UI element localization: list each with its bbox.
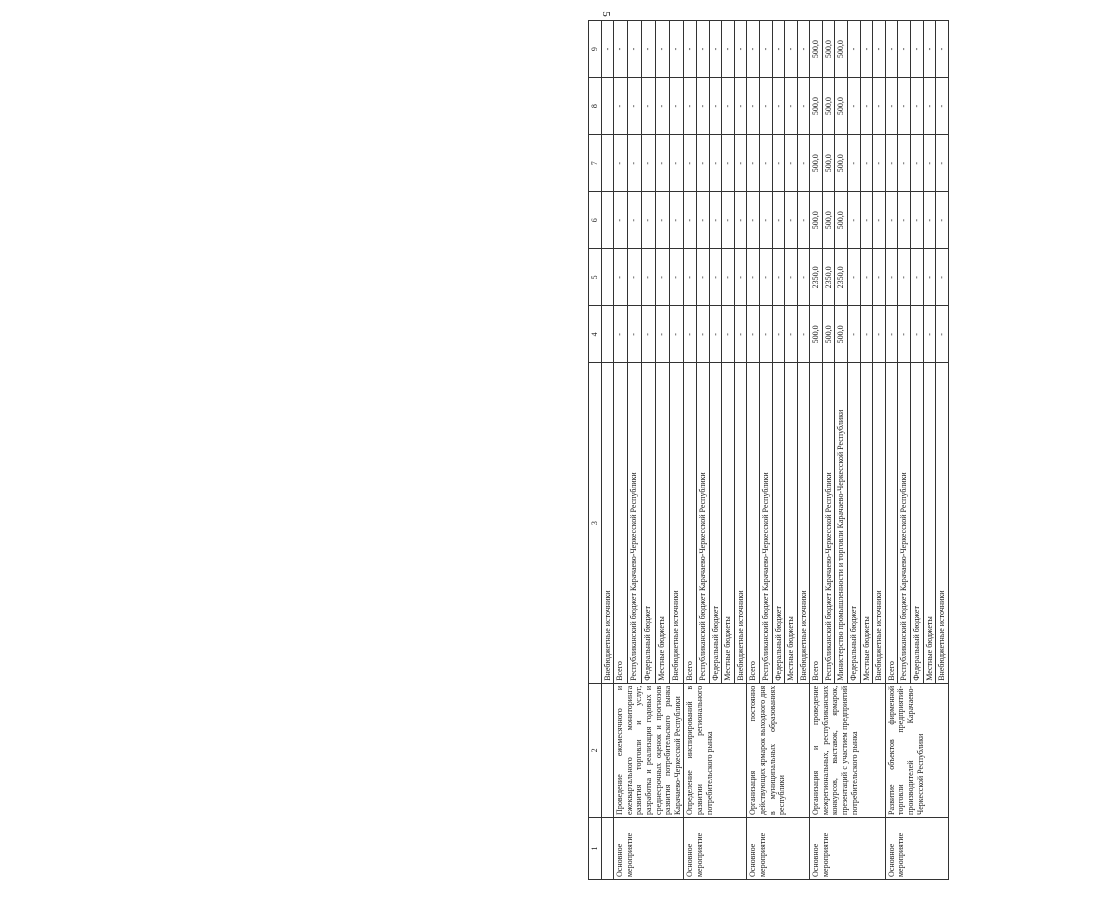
activity-description-cell: Определение инспирирований в развитии регионального потребительского рынка <box>684 683 747 817</box>
source-cell: Внебюджетные источники <box>601 363 614 683</box>
value-cell: - <box>747 306 760 363</box>
value-cell: - <box>709 306 722 363</box>
value-cell: - <box>772 249 785 306</box>
header-col-8: 8 <box>589 78 602 135</box>
value-cell: - <box>936 306 949 363</box>
value-cell: - <box>860 135 873 192</box>
funding-source-cell: Республиканский бюджет Карачаево-Черкесской Республики <box>628 363 642 683</box>
funding-source-cell: Внебюджетные источники <box>873 363 886 683</box>
value-cell: - <box>684 78 697 135</box>
value-cell: 500,0 <box>810 78 823 135</box>
value-cell: - <box>670 135 684 192</box>
table-row <box>684 21 697 880</box>
value-cell: - <box>656 78 670 135</box>
header-col-7: 7 <box>589 135 602 192</box>
page-number: 5 <box>599 11 612 17</box>
value-cell: - <box>848 21 861 78</box>
header-row <box>589 21 602 880</box>
value-cell: - <box>885 21 898 78</box>
funding-source-cell: Местные бюджеты <box>656 363 670 683</box>
value-cell: - <box>628 135 642 192</box>
value-cell: - <box>785 192 798 249</box>
value-cell: - <box>936 21 949 78</box>
value-cell: - <box>614 306 628 363</box>
value-cell: 2350,0 <box>822 249 835 306</box>
value-cell: - <box>911 78 924 135</box>
value-cell: - <box>911 21 924 78</box>
value-cell: - <box>670 249 684 306</box>
header-col-5: 5 <box>589 249 602 306</box>
header-col-2: 2 <box>589 683 602 817</box>
value-cell: 500,0 <box>810 306 823 363</box>
value-cell: - <box>860 306 873 363</box>
value-cell: - <box>885 249 898 306</box>
value-cell: - <box>785 249 798 306</box>
funding-source-cell: Республиканский бюджет Карачаево-Черкесской Республики <box>898 363 911 683</box>
value-cell: - <box>628 78 642 135</box>
value-cell: - <box>860 192 873 249</box>
value-cell: - <box>670 78 684 135</box>
value-cell: - <box>860 78 873 135</box>
value-cell: - <box>747 249 760 306</box>
activity-type-cell: Основное мероприятие <box>810 817 886 879</box>
funding-source-cell: Всего <box>885 363 898 683</box>
value-cell: - <box>848 78 861 135</box>
value-cell: - <box>642 306 656 363</box>
value-cell: 500,0 <box>822 21 835 78</box>
value-cell: - <box>873 192 886 249</box>
budget-table <box>588 20 949 880</box>
value-cell: 500,0 <box>835 78 848 135</box>
value-cell: - <box>709 21 722 78</box>
value-cell: - <box>936 78 949 135</box>
value-cell: - <box>656 306 670 363</box>
value-cell: - <box>923 21 936 78</box>
value-cell: 500,0 <box>835 306 848 363</box>
value-cell: - <box>656 135 670 192</box>
funding-source-cell: Республиканский бюджет Карачаево-Черкесской Республики <box>822 363 835 683</box>
funding-source-cell: Федеральный бюджет <box>772 363 785 683</box>
value-cell: - <box>696 249 709 306</box>
value-cell: - <box>785 78 798 135</box>
value-cell: - <box>873 21 886 78</box>
value-cell: - <box>911 249 924 306</box>
value-cell: - <box>848 249 861 306</box>
value-cell: - <box>873 306 886 363</box>
value-cell: - <box>722 249 735 306</box>
value-cell: 2350,0 <box>810 249 823 306</box>
value-cell: 500,0 <box>810 135 823 192</box>
value-cell: - <box>734 78 747 135</box>
value-cell: - <box>614 78 628 135</box>
value-cell <box>601 306 614 363</box>
funding-source-cell: Местные бюджеты <box>923 363 936 683</box>
value-cell: - <box>785 306 798 363</box>
value-cell: - <box>759 21 772 78</box>
value-cell: - <box>614 249 628 306</box>
value-cell: - <box>936 135 949 192</box>
value-cell: - <box>923 306 936 363</box>
value-cell: - <box>642 78 656 135</box>
value-cell <box>601 135 614 192</box>
value-cell: - <box>642 249 656 306</box>
value-cell: - <box>747 21 760 78</box>
value-cell: - <box>670 21 684 78</box>
value-cell: - <box>898 135 911 192</box>
value-cell: - <box>873 135 886 192</box>
value-cell: - <box>709 78 722 135</box>
funding-source-cell: Всего <box>747 363 760 683</box>
value-cell: - <box>684 135 697 192</box>
value-cell: - <box>628 192 642 249</box>
value-cell: - <box>759 192 772 249</box>
value-cell: - <box>614 21 628 78</box>
value-cell: - <box>628 21 642 78</box>
value-cell: - <box>885 192 898 249</box>
table-row <box>601 21 614 880</box>
value-cell: - <box>759 78 772 135</box>
value-cell: - <box>670 306 684 363</box>
value-cell: - <box>734 192 747 249</box>
funding-source-cell: Местные бюджеты <box>860 363 873 683</box>
activity-description-cell: Проведение ежемесячного и ежеквартального мониторинга развития торговли и услуг, разработка и реализация годовых и среднесрочных оценок и прогнозов развития потребительского рынка Карачаево-Черкесской Республики <box>614 683 684 817</box>
budget-table-container <box>588 20 1108 880</box>
value-cell: - <box>797 249 810 306</box>
value-cell: - <box>696 78 709 135</box>
funding-source-cell: Внебюджетные источники <box>797 363 810 683</box>
value-cell: - <box>797 21 810 78</box>
value-cell: - <box>759 249 772 306</box>
value-cell: - <box>923 135 936 192</box>
funding-source-cell: Республиканский бюджет Карачаево-Черкесской Республики <box>696 363 709 683</box>
value-cell: - <box>848 306 861 363</box>
value-cell: - <box>848 135 861 192</box>
funding-source-cell: Всего <box>614 363 628 683</box>
value-cell: - <box>759 306 772 363</box>
activity-type-cell: Основное мероприятие <box>684 817 747 879</box>
funding-source-cell: Местные бюджеты <box>722 363 735 683</box>
value-cell: - <box>797 306 810 363</box>
value-cell: - <box>923 78 936 135</box>
value-cell: - <box>848 192 861 249</box>
funding-source-cell: Федеральный бюджет <box>709 363 722 683</box>
value-cell: - <box>759 135 772 192</box>
value-cell: - <box>684 192 697 249</box>
header-col-6: 6 <box>589 192 602 249</box>
value-cell: - <box>670 192 684 249</box>
value-cell: - <box>722 21 735 78</box>
funding-source-cell: Федеральный бюджет <box>911 363 924 683</box>
value-cell: - <box>873 78 886 135</box>
value-cell: - <box>722 306 735 363</box>
value-cell: - <box>923 192 936 249</box>
activity-type-cell: Основное мероприятие <box>614 817 684 879</box>
value-cell: - <box>696 306 709 363</box>
value-cell: - <box>747 192 760 249</box>
value-cell: - <box>684 249 697 306</box>
value-cell: - <box>898 249 911 306</box>
value-cell: 500,0 <box>822 135 835 192</box>
funding-source-cell: Федеральный бюджет <box>848 363 861 683</box>
value-cell: - <box>936 249 949 306</box>
activity-type-cell: Основное мероприятие <box>747 817 810 879</box>
funding-source-cell: Министерство промышленности и торговли Карачаево-Черкесской Республики <box>835 363 848 683</box>
description-cell <box>601 683 614 817</box>
value-cell: - <box>747 78 760 135</box>
value-cell: 500,0 <box>835 192 848 249</box>
value-cell: - <box>772 135 785 192</box>
value-cell: - <box>898 21 911 78</box>
value-cell: - <box>656 21 670 78</box>
value-cell <box>601 78 614 135</box>
value-cell: - <box>936 192 949 249</box>
value-cell: - <box>722 78 735 135</box>
value-cell: - <box>684 306 697 363</box>
type-cell <box>601 817 614 879</box>
value-cell: 500,0 <box>835 135 848 192</box>
header-col-3: 3 <box>589 363 602 683</box>
value-cell: - <box>642 135 656 192</box>
value-cell: - <box>785 135 798 192</box>
table-row <box>614 21 628 880</box>
value-cell: - <box>772 192 785 249</box>
activity-description-cell: Развитие объектов фирменной торговли предприятий-производителей Карачаево-Черкесской Республики <box>885 683 948 817</box>
value-cell: 500,0 <box>810 192 823 249</box>
value-cell: - <box>601 21 614 78</box>
table-row <box>885 21 898 880</box>
value-cell: - <box>923 249 936 306</box>
value-cell: - <box>656 249 670 306</box>
value-cell: - <box>696 192 709 249</box>
value-cell: - <box>722 192 735 249</box>
value-cell: - <box>911 192 924 249</box>
activity-description-cell: Организация и проведение межрегиональных, республиканских конкурсов, выставок, ярмарок, презентаций с участием предприятий потребительского рынка <box>810 683 886 817</box>
value-cell: - <box>684 21 697 78</box>
activity-type-cell: Основное мероприятие <box>885 817 948 879</box>
value-cell: - <box>642 21 656 78</box>
value-cell: - <box>614 192 628 249</box>
value-cell: - <box>734 306 747 363</box>
table-body <box>601 21 948 880</box>
funding-source-cell: Всего <box>810 363 823 683</box>
value-cell: 2350,0 <box>835 249 848 306</box>
value-cell: - <box>642 192 656 249</box>
value-cell: - <box>911 306 924 363</box>
value-cell: - <box>709 135 722 192</box>
value-cell: - <box>734 249 747 306</box>
value-cell: - <box>628 249 642 306</box>
funding-source-cell: Федеральный бюджет <box>642 363 656 683</box>
value-cell: - <box>898 306 911 363</box>
funding-source-cell: Республиканский бюджет Карачаево-Черкесской Республики <box>759 363 772 683</box>
value-cell: - <box>873 249 886 306</box>
value-cell: - <box>747 135 760 192</box>
table-row <box>810 21 823 880</box>
value-cell: - <box>734 21 747 78</box>
value-cell: - <box>709 192 722 249</box>
funding-source-cell: Всего <box>684 363 697 683</box>
value-cell: 500,0 <box>822 306 835 363</box>
funding-source-cell: Местные бюджеты <box>785 363 798 683</box>
funding-source-cell: Внебюджетные источники <box>734 363 747 683</box>
value-cell: - <box>860 249 873 306</box>
value-cell: - <box>772 78 785 135</box>
header-col-4: 4 <box>589 306 602 363</box>
value-cell: 500,0 <box>822 192 835 249</box>
funding-source-cell: Внебюджетные источники <box>936 363 949 683</box>
value-cell: - <box>898 192 911 249</box>
value-cell: - <box>628 306 642 363</box>
value-cell: - <box>696 135 709 192</box>
value-cell: - <box>885 135 898 192</box>
value-cell: - <box>772 306 785 363</box>
value-cell: - <box>696 21 709 78</box>
value-cell: - <box>797 135 810 192</box>
value-cell <box>601 249 614 306</box>
value-cell: - <box>614 135 628 192</box>
value-cell: - <box>734 135 747 192</box>
activity-description-cell: Организация постоянно действующих ярмарок выходного дня в муниципальных образованиях республики <box>747 683 810 817</box>
value-cell: - <box>898 78 911 135</box>
header-col-1: 1 <box>589 817 602 879</box>
value-cell: - <box>885 78 898 135</box>
value-cell: - <box>885 306 898 363</box>
table-row <box>747 21 760 880</box>
value-cell: - <box>911 135 924 192</box>
value-cell: - <box>797 78 810 135</box>
value-cell: - <box>785 21 798 78</box>
value-cell: - <box>656 192 670 249</box>
header-col-9: 9 <box>589 21 602 78</box>
value-cell: 500,0 <box>822 78 835 135</box>
value-cell: 500,0 <box>835 21 848 78</box>
funding-source-cell: Внебюджетные источники <box>670 363 684 683</box>
value-cell: 500,0 <box>810 21 823 78</box>
value-cell <box>601 192 614 249</box>
value-cell: - <box>709 249 722 306</box>
value-cell: - <box>860 21 873 78</box>
value-cell: - <box>772 21 785 78</box>
value-cell: - <box>797 192 810 249</box>
value-cell: - <box>722 135 735 192</box>
